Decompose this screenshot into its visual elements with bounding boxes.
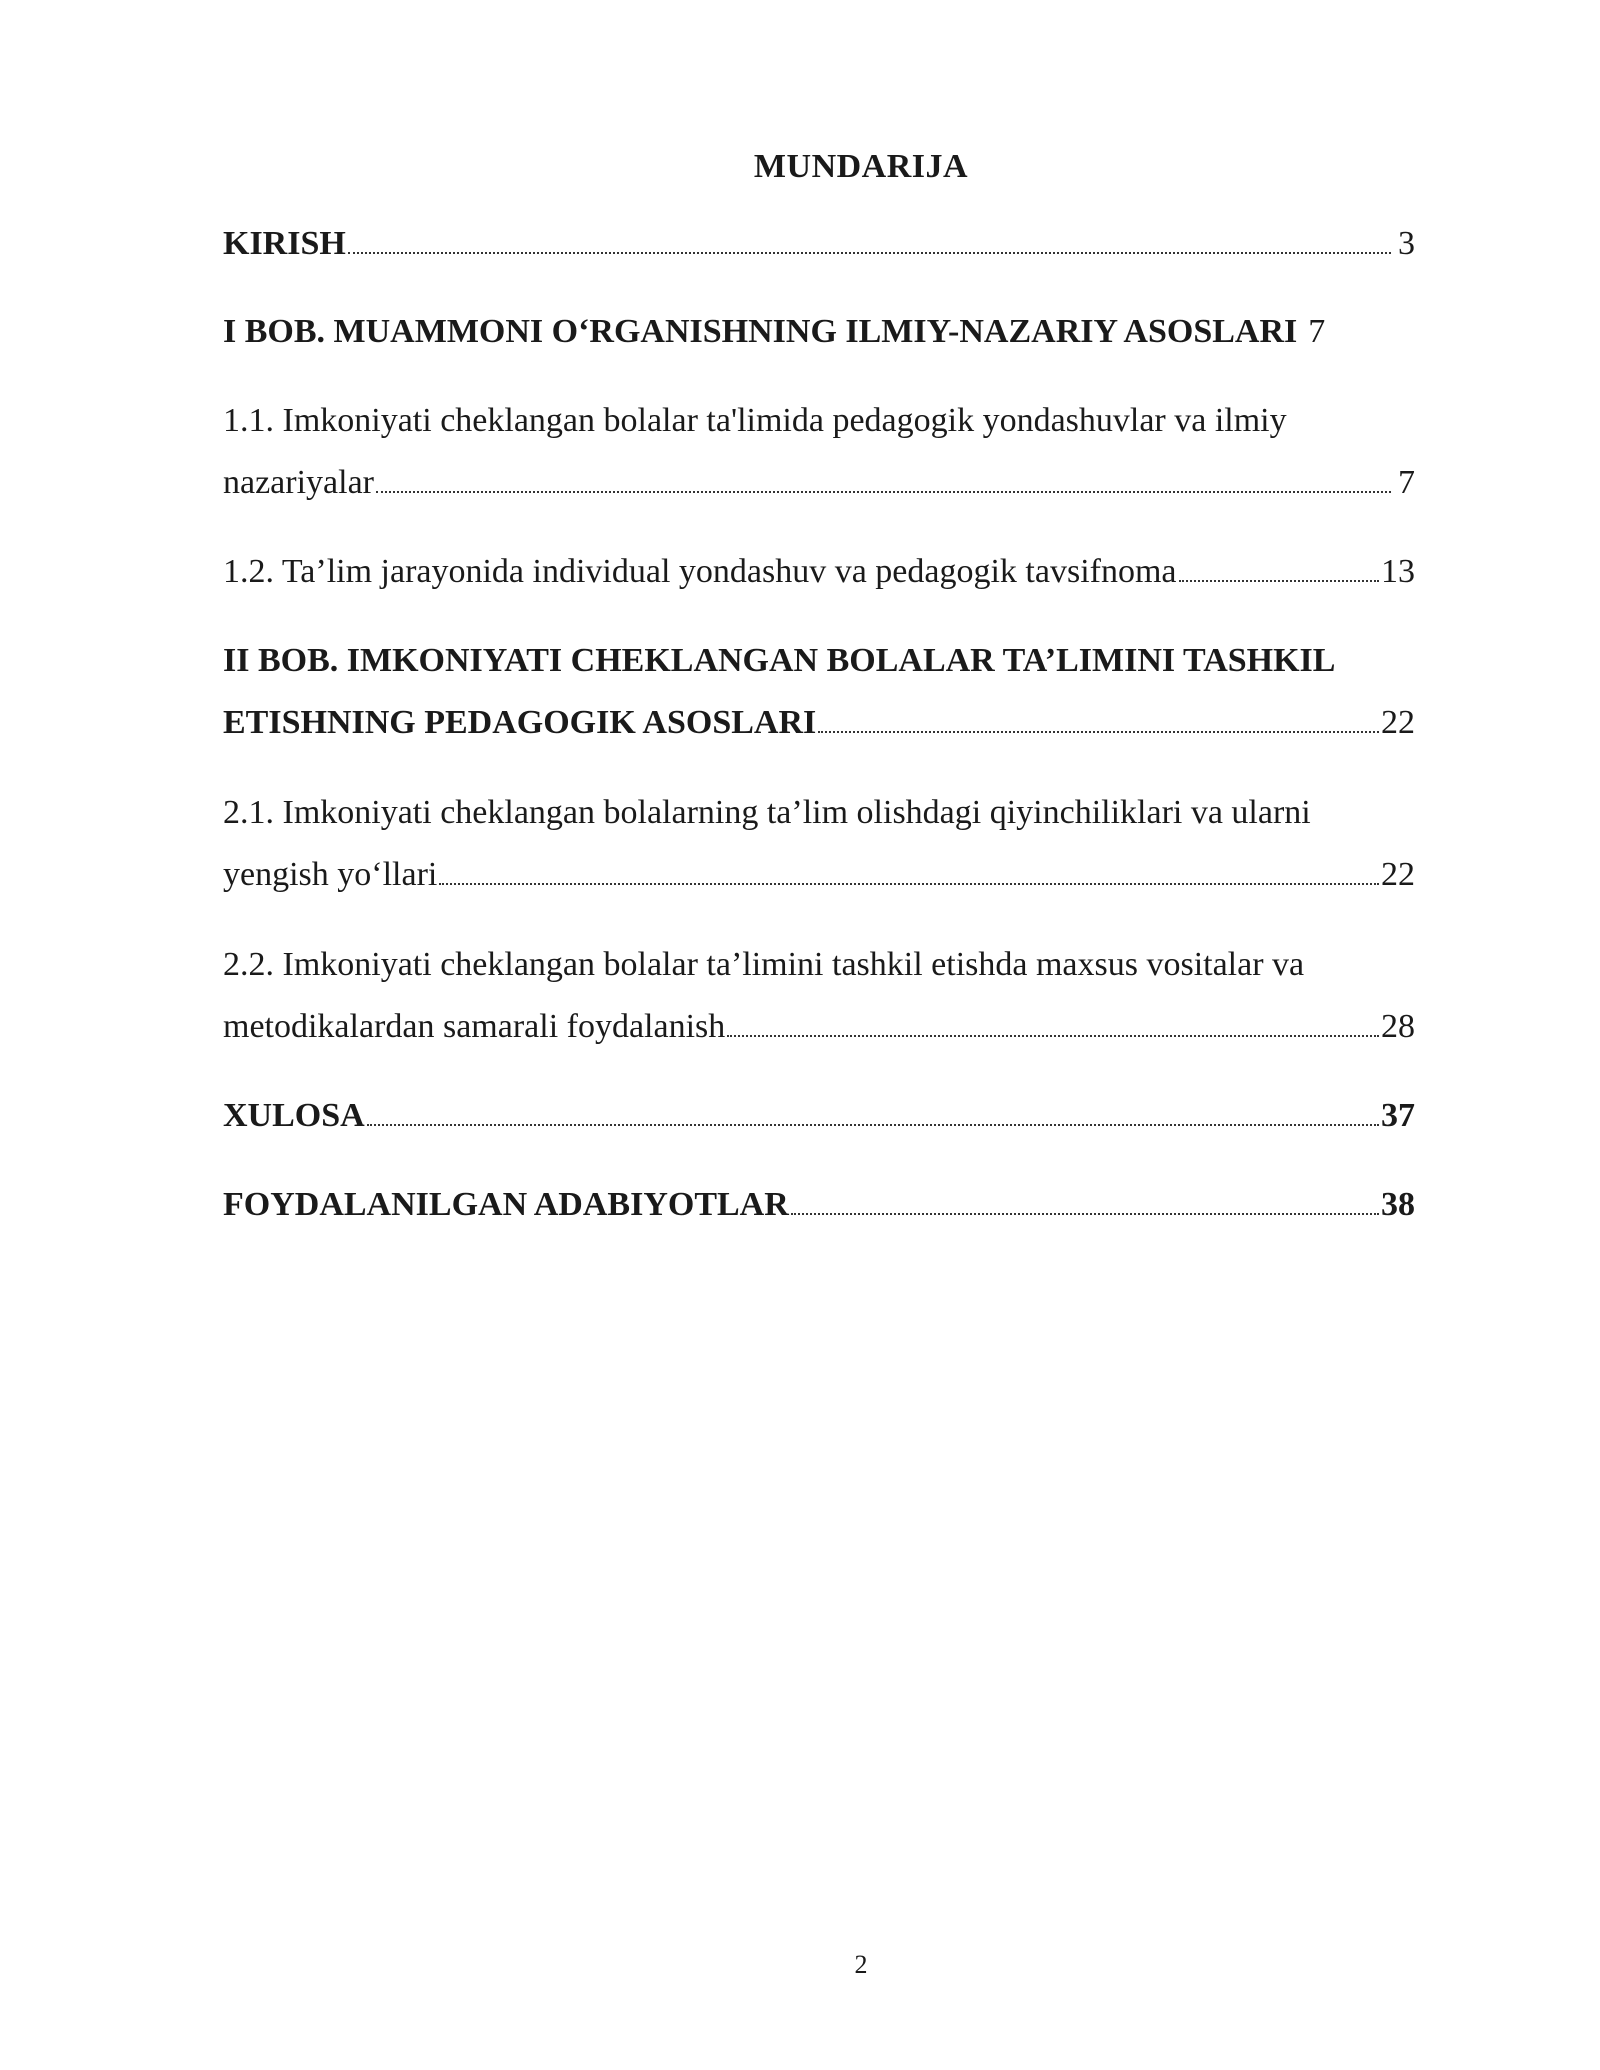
dot-leader: [348, 252, 1391, 254]
toc-entry-kirish[interactable]: [223, 213, 1415, 275]
dot-leader: [439, 883, 1379, 885]
toc-title: MUNDARIJA: [753, 148, 969, 185]
toc-entry-page: 38: [1381, 1186, 1415, 1223]
toc-entry-label: 1.2. Ta’lim jarayonida individual yondashuv va pedagogik tavsifnoma: [223, 553, 1177, 590]
toc-entry-label-line2: yengish yo‘llari: [223, 856, 438, 893]
toc-entry-label-line2: ETISHNING PEDAGOGIK ASOSLARI: [223, 704, 817, 741]
toc-entry-page: 7: [1308, 313, 1326, 350]
toc-entry-page: 7: [1398, 464, 1415, 501]
toc-entry-references[interactable]: [223, 1174, 1415, 1236]
toc-entry-page: 3: [1398, 225, 1415, 262]
toc-entry-section-2-2[interactable]: [223, 934, 1415, 1058]
dot-leader: [367, 1124, 1379, 1126]
toc-entry-label: I BOB. MUAMMONI O‘RGANISHNING ILMIY-NAZARIY ASOSLARI: [223, 313, 1298, 350]
toc-entry-label-line1: 2.2. Imkoniyati cheklangan bolalar ta’limini tashkil etishda maxsus vositalar va: [223, 946, 1305, 983]
toc-entry-label-line1: 1.1. Imkoniyati cheklangan bolalar ta'limida pedagogik yondashuvlar va ilmiy: [223, 402, 1287, 439]
toc-entry-page: 22: [1381, 704, 1415, 741]
dot-leader: [376, 491, 1391, 493]
toc-entry-chapter-2[interactable]: [223, 630, 1415, 754]
toc-entry-section-2-1[interactable]: [223, 782, 1415, 906]
dot-leader: [791, 1213, 1379, 1215]
dot-leader: [727, 1035, 1379, 1037]
toc-entry-label: XULOSA: [223, 1097, 365, 1134]
toc-entry-label: FOYDALANILGAN ADABIYOTLAR: [223, 1186, 789, 1223]
toc-entry-page: 37: [1381, 1097, 1415, 1134]
toc-entry-label-line2: metodikalardan samarali foydalanish: [223, 1008, 726, 1045]
dot-leader: [818, 731, 1379, 733]
toc-entry-page: 28: [1381, 1008, 1415, 1045]
toc-entry-section-1-2[interactable]: [223, 541, 1415, 603]
page-number: 2: [854, 1950, 868, 1979]
toc-entry-label-line1: II BOB. IMKONIYATI CHEKLANGAN BOLALAR TA’LIMINI TASHKIL: [223, 642, 1336, 679]
toc-entry-label-line2: nazariyalar: [223, 464, 374, 501]
toc-entry-section-1-1[interactable]: [223, 390, 1415, 514]
toc-entry-xulosa[interactable]: [223, 1085, 1415, 1147]
toc-entry-chapter-1[interactable]: [223, 301, 1415, 363]
toc-entry-label-line1: 2.1. Imkoniyati cheklangan bolalarning ta’lim olishdagi qiyinchiliklari va ularni: [223, 794, 1311, 831]
toc-entry-page: 22: [1381, 856, 1415, 893]
dot-leader: [1179, 580, 1379, 582]
toc-entry-label: KIRISH: [223, 225, 346, 262]
toc-entry-page: 13: [1381, 553, 1415, 590]
